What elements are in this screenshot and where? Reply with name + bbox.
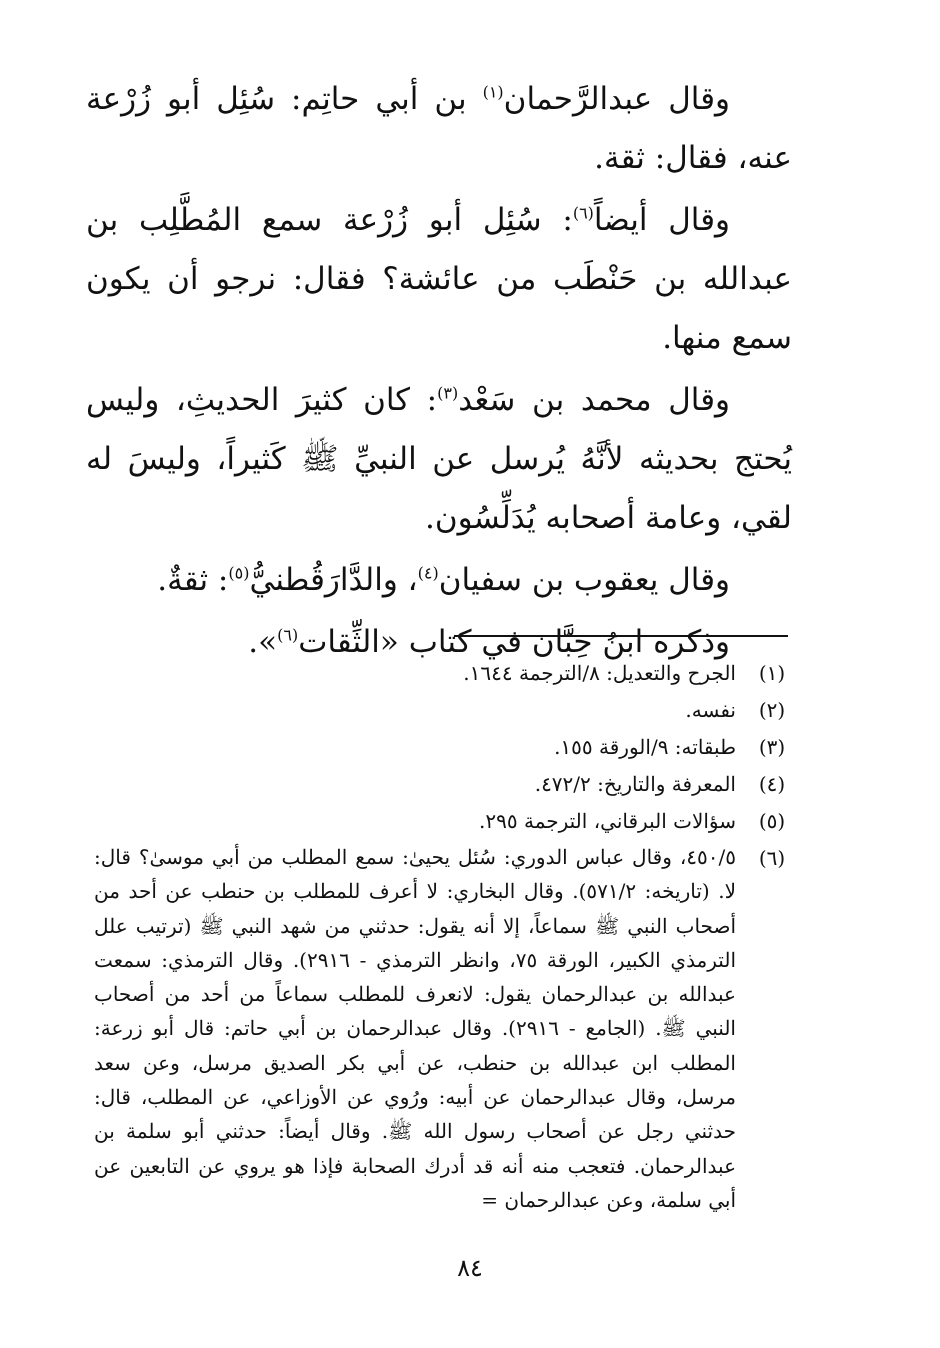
footnote-text: المعرفة والتاريخ: ٤٧٢/٢.	[534, 772, 736, 796]
paragraph-4	[86, 551, 792, 610]
footnote-number: (٤)	[758, 772, 786, 796]
paragraph-1-start: وقال عبدالرَّحمان	[503, 81, 730, 117]
paragraph-5-end: ».	[248, 624, 278, 660]
footnotes	[94, 655, 794, 1217]
page-number: ٨٤	[457, 1254, 483, 1282]
paragraph-2	[86, 191, 792, 368]
footnote-text: طبقاته: ٩/الورقة ١٥٥.	[554, 735, 736, 759]
footnote-ref-1[interactable]: (١)	[482, 82, 504, 102]
footnote-number: (٣)	[758, 735, 786, 759]
paragraph-3	[86, 371, 792, 548]
footnote-5	[94, 803, 794, 840]
footnote-ref-4[interactable]: (٤)	[417, 563, 439, 583]
paragraph-2-end: : سُئِل أبو زُرْعة سمع المُطَّلِب بن عبدالله بن حَنْطَب من عائشة؟ فقال: نرجو أن يكون سمع منها.	[86, 202, 792, 356]
footnote-number: (٥)	[758, 809, 786, 833]
footnote-4	[94, 766, 794, 803]
footnote-1	[94, 655, 794, 692]
footnote-ref-3[interactable]: (٣)	[437, 383, 459, 403]
paragraph-1	[86, 70, 792, 188]
footnote-number: (٦)	[758, 846, 786, 870]
main-text	[86, 70, 792, 672]
footnote-3	[94, 729, 794, 766]
footnote-text: ٤٥٠/٥، وقال عباس الدوري: سُئل يحيىٰ: سمع المطلب من أبي موسىٰ؟ قال: لا. (تاريخه: ٥٧١/٢). وقال البخاري: لا أعرف للمطلب بن حنطب عن أحد من أصحاب النبي ﷺ سماعاً، إلا أنه يقول: حدثني من شهد النبي ﷺ (ترتيب علل الترمذي الكبير، الورقة ٧٥، وانظر الترمذي - ٢٩١٦). وقال الترمذي: سمعت عبدالله بن عبدالرحمان يقول: لانعرف للمطلب سماعاً من أحد من أصحاب النبي ﷺ. (الجامع - ٢٩١٦). وقال عبدالرحمان بن أبي حاتم: قال أبو زرعة: المطلب ابن عبدالله بن حنطب، عن أبي بكر الصديق مرسل، وعن سعد مرسل، وقال عبدالرحمان عن أبيه: ورُوي عن الأوزاعي، عن المطلب، قال: حدثني رجل عن أصحاب رسول الله ﷺ. وقال أيضاً: حدثني أبو سلمة بن عبدالرحمان. فتعجب منه أنه قد أدرك الصحابة فإذا هو يروي عن التابعين عن أبي سلمة، وعن عبدالرحمان =	[94, 845, 737, 1212]
paragraph-5-start: وذكره ابنُ حِبَّان في كتاب «الثِّقات	[298, 624, 730, 660]
footnote-ref-2[interactable]: (٦)	[572, 203, 594, 223]
footnote-ref-5[interactable]: (٥)	[228, 563, 250, 583]
footnote-number: (٢)	[758, 698, 786, 722]
paragraph-1-end: بن أبي حاتِم: سُئِل أبو زُرْعة عنه، فقال: ثقة.	[86, 81, 792, 176]
footnote-text: نفسه.	[685, 698, 736, 722]
paragraph-2-start: وقال أيضاً	[593, 202, 731, 238]
paragraph-4-end: : ثقةٌ.	[157, 562, 229, 598]
footnote-ref-6[interactable]: (٦)	[277, 625, 299, 645]
footnote-number: (١)	[758, 661, 786, 685]
footnote-text: الجرح والتعديل: ٨/الترجمة ١٦٤٤.	[463, 661, 736, 685]
paragraph-3-start: وقال محمد بن سَعْد	[458, 382, 731, 418]
paragraph-4-middle: ، والدَّارَقُطنيُّ	[249, 562, 418, 598]
footnote-divider	[454, 635, 788, 637]
paragraph-4-start: وقال يعقوب بن سفيان	[438, 562, 730, 598]
footnote-6	[94, 840, 794, 1217]
paragraph-3-end: : كان كثيرَ الحديثِ، وليس يُحتج بحديثه لأنَّهُ يُرسل عن النبيِّ ﷺ كَثيراً، وليسَ له لقي، وعامة أصحابه يُدَلِّسُون.	[86, 382, 792, 536]
footnote-text: سؤالات البرقاني، الترجمة ٢٩٥.	[479, 809, 736, 833]
footnote-2	[94, 692, 794, 729]
